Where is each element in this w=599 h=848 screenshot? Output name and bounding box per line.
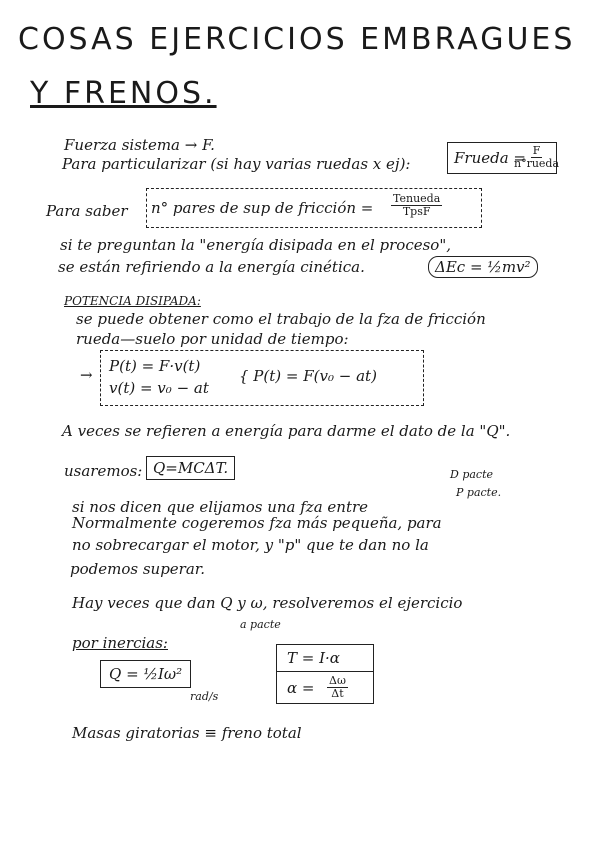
- saber-line: Para saber: [46, 202, 128, 220]
- normal-line-3: podemos superar.: [70, 560, 206, 578]
- pregunta-line-1: si te preguntan la "energía disipada en el proceso",: [60, 236, 451, 254]
- q-formula: Q=MCΔT.: [146, 456, 235, 480]
- pares-den: TpsF: [402, 205, 431, 218]
- potencia-formula-box: [100, 350, 424, 406]
- arrow-glyph: →: [80, 366, 93, 384]
- pares-num: Tenueda: [393, 192, 441, 205]
- vt-formula: v(t) = v₀ − at: [109, 379, 209, 397]
- fuerza-line: Fuerza sistema → F.: [64, 136, 215, 154]
- potencia-heading: POTENCIA DISIPADA:: [64, 294, 201, 308]
- hay-line: Hay veces que dan Q y ω, resolveremos el ejercicio: [72, 594, 463, 612]
- potencia-line-2: rueda—suelo por unidad de tiempo:: [76, 330, 349, 348]
- pares-formula-box: [146, 188, 482, 228]
- alpha-fraction: [327, 675, 348, 700]
- alpha-lhs: α =: [287, 679, 315, 697]
- alpha-num: Δω: [329, 674, 346, 687]
- torque-divider: [277, 671, 373, 672]
- masas-line: Masas giratorias ≡ freno total: [72, 724, 302, 742]
- pares-text: n° pares de sup de fricción =: [151, 199, 374, 217]
- frueda-fraction: [512, 145, 561, 170]
- frueda-den: n°rueda: [514, 157, 560, 170]
- ec-formula: ΔEc = ½mv²: [428, 256, 538, 278]
- inercias-line: por inercias:: [72, 634, 168, 652]
- normal-line-1: Normalmente cogeremos fza más pequeña, para: [72, 514, 442, 532]
- aveces-line: A veces se refieren a energía para darme el dato de la "Q".: [62, 422, 511, 440]
- dicen-line: si nos dicen que elijamos una fza entre: [72, 498, 369, 516]
- apacte-label: a pacte: [240, 618, 281, 631]
- pt-result: { P(t) = F(v₀ − at): [239, 367, 377, 385]
- normal-line-2: no sobrecargar el motor, y "p" que te dan no la: [72, 536, 429, 554]
- alpha-den: Δt: [331, 687, 344, 700]
- particularizar-line: Para particularizar (si hay varias ruedas x ej):: [62, 155, 411, 173]
- q-inercia-formula: Q = ½Iω²: [100, 660, 191, 688]
- frueda-formula-box: [447, 142, 560, 174]
- tau-formula: T = I·α: [287, 649, 340, 667]
- title-line-1: COSAS EJERCICIOS EMBRAGUES: [18, 22, 576, 57]
- title-line-2: Y FRENOS.: [30, 76, 217, 111]
- usaremos-label: usaremos:: [64, 462, 143, 480]
- pares-fraction: [391, 193, 442, 218]
- potencia-line-1: se puede obtener como el trabajo de la fza de fricción: [76, 310, 486, 328]
- ppacte-label: P pacte.: [456, 486, 502, 499]
- torque-formula-box: [276, 644, 374, 704]
- frueda-num: F: [532, 144, 541, 157]
- dpacte-label: D pacte: [450, 468, 494, 481]
- pregunta-line-2: se están refiriendo a la energía cinética.: [58, 258, 365, 276]
- frueda-lhs: Frueda =: [454, 149, 526, 167]
- pt-formula: P(t) = F·v(t): [109, 357, 201, 375]
- rads-label: rad/s: [190, 690, 219, 703]
